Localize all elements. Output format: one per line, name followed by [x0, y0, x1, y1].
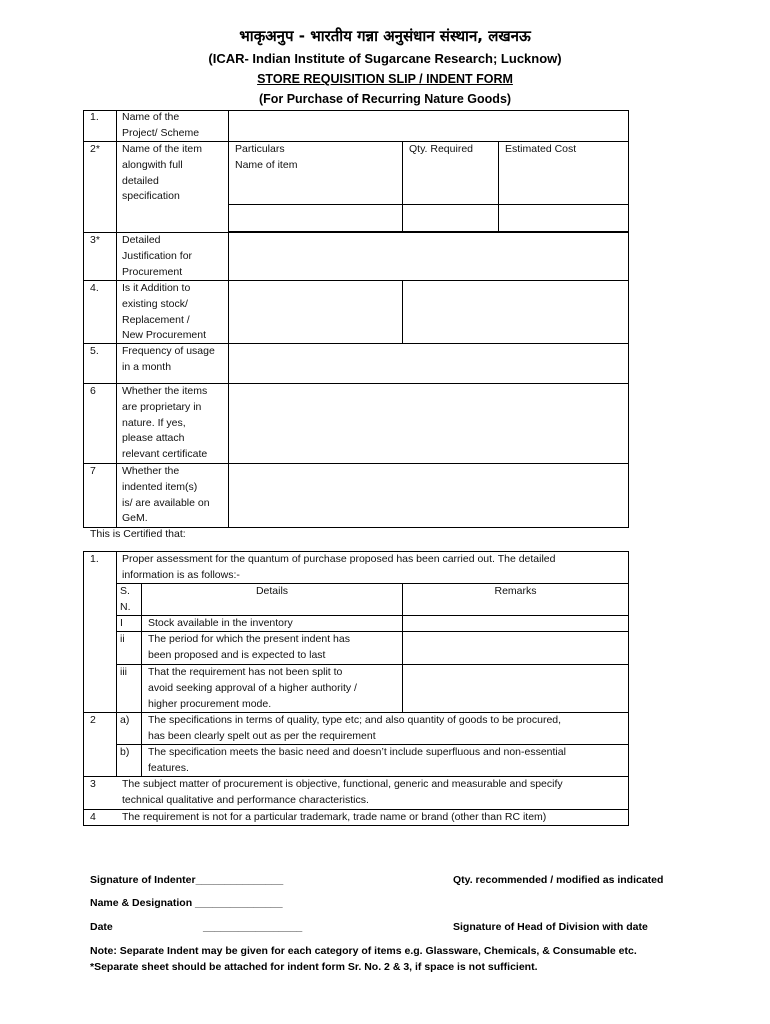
- cert-row-3-num: 3: [90, 778, 96, 790]
- name-designation: Name & Designation _______________: [90, 897, 283, 909]
- row-6-label: Whether the items are proprietary in nature. If yes, please attach relevant certificate: [122, 385, 208, 461]
- certified-text: This is Certified that:: [90, 528, 186, 540]
- form-title: STORE REQUISITION SLIP / INDENT FORM: [257, 72, 513, 86]
- note-separate-sheet: *Separate sheet should be attached for indent form Sr. No. 2 & 3, if space is not sufficient.: [90, 961, 538, 973]
- sub-i-num: I: [120, 617, 123, 629]
- row-2-label: Name of the item alongwith full detailed specification: [122, 143, 202, 203]
- sub-i-text: Stock available in the inventory: [148, 617, 293, 629]
- sub-ii-num: ii: [120, 633, 125, 645]
- cert-row-1-text: Proper assessment for the quantum of purchase proposed has been carried out. The detailed information is as follows:-: [122, 553, 556, 581]
- qty-required-header: Qty. Required: [409, 143, 473, 155]
- date-label: Date: [90, 921, 113, 933]
- institute-name: (ICAR- Indian Institute of Sugarcane Research; Lucknow): [208, 51, 562, 66]
- row-5-num: 5.: [90, 345, 99, 357]
- cert-row-4-text: The requirement is not for a particular trademark, trade name or brand (other than RC item): [122, 811, 547, 823]
- name-of-item-label: Name of item: [235, 159, 298, 171]
- row-4-label: Is it Addition to existing stock/ Replacement / New Procurement: [122, 282, 207, 342]
- sn-header: S. N.: [120, 585, 131, 613]
- row-3-label: Detailed Justification for Procurement: [122, 234, 193, 278]
- row-3-num: 3*: [90, 234, 100, 246]
- row-4-num: 4.: [90, 282, 99, 294]
- cert-row-2b-label: b): [120, 746, 130, 758]
- cert-row-2b-text: The specification meets the basic need and doesn’t include superfluous and non-essential features.: [148, 746, 566, 774]
- remarks-header: Remarks: [494, 585, 537, 597]
- signature-head: Signature of Head of Division with date: [453, 921, 648, 933]
- note-separate-indent: Note: Separate Indent may be given for each category of items e.g. Glassware, Chemicals, & Consumable etc.: [90, 945, 637, 957]
- row-1-label: Name of the Project/ Scheme: [122, 111, 200, 139]
- row-1-num: 1.: [90, 111, 99, 123]
- sub-iii-text: That the requirement has not been split to avoid seeking approval of a higher authority / higher procurement mode.: [148, 666, 357, 710]
- hindi-title: भाकृअनुप - भारतीय गन्ना अनुसंधान संस्थान, लखनऊ: [239, 27, 531, 45]
- cert-row-4-num: 4: [90, 811, 96, 823]
- cert-row-2-num: 2: [90, 714, 96, 726]
- details-header: Details: [255, 585, 289, 597]
- signature-indenter: Signature of Indenter_______________: [90, 874, 284, 886]
- row-2-num: 2*: [90, 143, 100, 155]
- cert-row-2a-text: The specifications in terms of quality, type etc; and also quantity of goods to be procured, has been clearly spelt out as per the requirement: [148, 714, 562, 742]
- form-subtitle: (For Purchase of Recurring Nature Goods): [258, 92, 512, 106]
- row-6-num: 6: [90, 385, 96, 397]
- cert-row-3-text: The subject matter of procurement is objective, functional, generic and measurable and specify technical qualitative and performance characteristics.: [122, 778, 563, 806]
- particulars-header: Particulars: [235, 143, 285, 155]
- row-7-num: 7: [90, 465, 96, 477]
- estimated-cost-header: Estimated Cost: [505, 143, 577, 155]
- cert-row-2a-label: a): [120, 714, 130, 726]
- date-line: _________________: [203, 921, 303, 933]
- sub-iii-num: iii: [120, 666, 127, 678]
- row-5-label: Frequency of usage in a month: [122, 345, 215, 373]
- sub-ii-text: The period for which the present indent has been proposed and is expected to last: [148, 633, 350, 661]
- qty-recommended: Qty. recommended / modified as indicated: [453, 874, 664, 886]
- row-7-label: Whether the indented item(s) is/ are available on GeM.: [122, 465, 210, 525]
- cert-row-1-num: 1.: [90, 553, 99, 565]
